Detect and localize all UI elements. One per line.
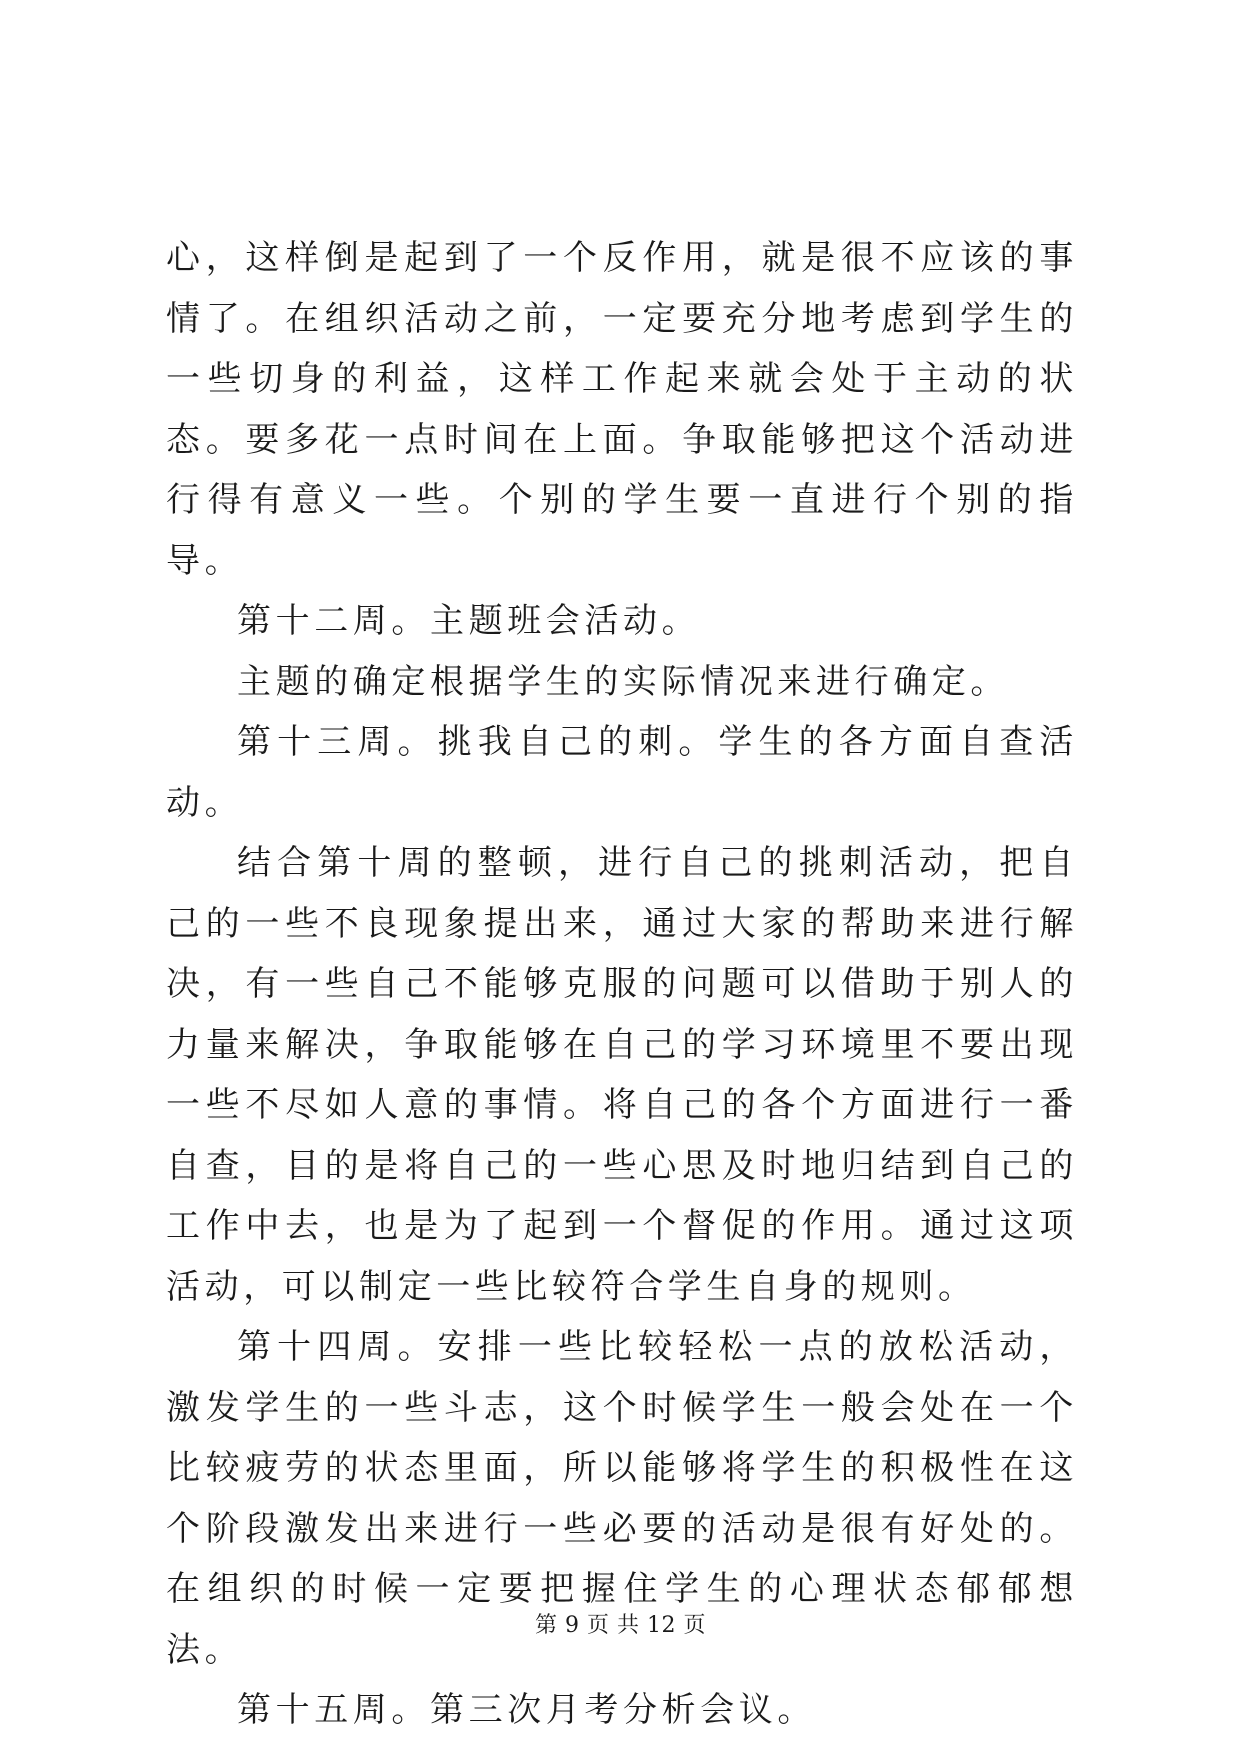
document-body — [166, 228, 1078, 1741]
paragraph: 第十三周。挑我自己的刺。学生的各方面自查活动。 — [166, 722, 1078, 823]
paragraph: 心，这样倒是起到了一个反作用，就是很不应该的事情了。在组织活动之前，一定要充分地考虑到学生的一些切身的利益，这样工作起来就会处于主动的状态。要多花一点时间在上面。争取能够把这个活动进行得有意义一些。个别的学生要一直进行个别的指导。 — [166, 238, 1078, 581]
paragraph: 第十五周。第三次月考分析会议。 — [237, 1690, 816, 1730]
page-number-footer: 第 9 页 共 12 页 — [535, 1613, 706, 1638]
paragraph: 结合第十周的整顿，进行自己的挑刺活动，把自己的一些不良现象提出来，通过大家的帮助来进行解决，有一些自己不能够克服的问题可以借助于别人的力量来解决，争取能够在自己的学习环境里不要出现一些不尽如人意的事情。将自己的各个方面进行一番自查，目的是将自己的一些心思及时地归结到自己的工作中去，也是为了起到一个督促的作用。通过这项活动，可以制定一些比较符合学生自身的规则。 — [166, 843, 1078, 1307]
paragraph: 第十四周。安排一些比较轻松一点的放松活动，激发学生的一些斗志，这个时候学生一般会处在一个比较疲劳的状态里面，所以能够将学生的积极性在这个阶段激发出来进行一些必要的活动是很有好处的。在组织的时候一定要把握住学生的心理状态郁郁想法。 — [166, 1327, 1078, 1670]
paragraph: 主题的确定根据学生的实际情况来进行确定。 — [237, 661, 1009, 702]
paragraph: 第十二周。主题班会活动。 — [237, 601, 701, 641]
